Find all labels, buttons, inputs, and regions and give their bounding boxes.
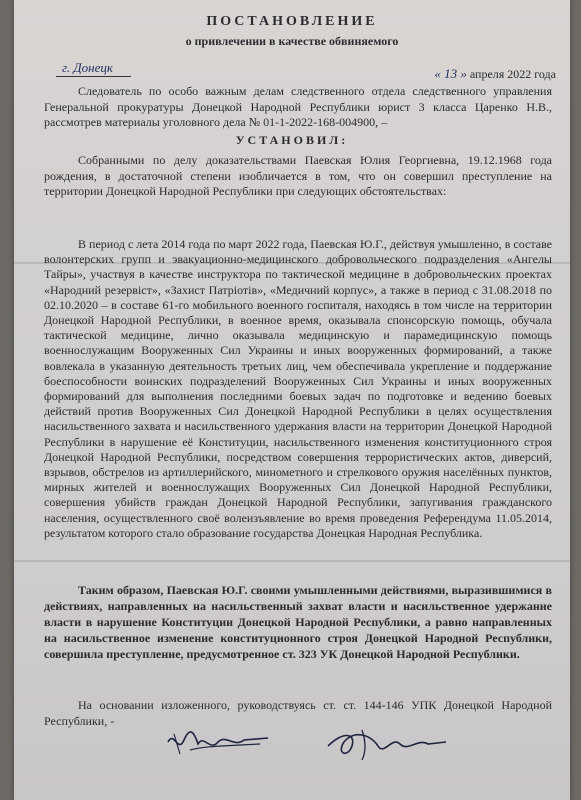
document-title: ПОСТАНОВЛЕНИЕ bbox=[206, 14, 378, 29]
date-month-year: апреля 2022 года bbox=[469, 67, 556, 81]
paragraph-accused: Собранными по делу доказательствами Паевская Юлия Георгиевна, 19.12.1968 года рождения, в достаточной степени изобличается в том, что он совершил преступление на территории Донецкой Народной Республики при следующих обстоятельствах: bbox=[44, 153, 552, 198]
document-sheet bbox=[14, 0, 570, 800]
city-field: г. Донецк bbox=[56, 60, 131, 77]
paragraph-conclusion: Таким образом, Паевская Ю.Г. своими умышленными действиями, выразившимися в действиях, направленных на насильственный захват власти и насильственное удержание власти в нарушение Конституции Донецкой Народной Республики, а равно направленных на насильственное изменение конституционного строя Донецкой Народной Республики, совершила преступление, предусмотренное ст. 323 УК Донецкой Народной Республики. bbox=[44, 583, 552, 661]
signature-icon bbox=[322, 724, 452, 764]
intro-paragraph: Следователь по особо важным делам следственного отдела следственного управления Генеральной прокуратуры Донецкой Народной Республики юрист 3 класса Царенко Н.В., рассмотрев материалы уголовного дела № 01-1-2022-168-004900, – bbox=[44, 84, 552, 129]
date-day: « 13 » bbox=[434, 66, 467, 81]
section-title: УСТАНОВИЛ: bbox=[235, 133, 349, 147]
paper-fold-line bbox=[14, 560, 570, 562]
document-subtitle: о привлечении в качестве обвиняемого bbox=[185, 34, 399, 48]
paragraph-circumstances: В период с лета 2014 года по март 2022 года, Паевская Ю.Г., действуя умышленно, в составе волонтерских групп и эвакуационно-медицинского добровольческого подразделения «Ангелы Тайры», участвуя в качестве инструктора по тактической медицине в добровольческих проектах «Народний резервіст», «Захист Патріотів», «Медичний корпус», а также в период с 31.08.2018 по 02.10.2020 – в составе 61-го мобильного военного госпиталя, находясь в том числе на территории Донецкой Народной Республики, в военное время, оказывала спонсорскую помощь, обучала тактической медицине, лично оказывала медицинскую и парамедицинскую помощь военнослужащим Вооруженных Сил Украины и иных вооруженных формирований, а также вовлекала в указанную деятельность третьих лиц, чем обеспечивала укрепление и поддержание боеспособности воинских подразделений Вооруженных Сил Украины и иных вооруженных формирований для выполнения последними боевых задач по подготовке и ведению боевых действий против Вооруженных Сил Донецкой Народной Республики в целях осуществления насильственного захвата и насильственного удержания власти на территории Донецкой Народной Республики в нарушение её Конституции, насильственного изменения конституционного строя Донецкой Народной Республики, посредством совершения террористических актов, диверсий, взрывов, обстрелов из артиллерийского, минометного и стрелкового оружия населённых пунктов, мирных жителей и военнослужащих Вооруженных Сил Донецкой Народной Республики, совершения убийств граждан Донецкой Народной Республики, запугивания гражданского населения, осуществленного своё волеизъявление во время проведения Референдума 11.05.2014, результатом которого стало образование государства Донецкая Народная Республика. bbox=[44, 237, 552, 540]
signature-icon bbox=[164, 724, 274, 760]
paragraph-basis: На основании изложенного, руководствуясь ст. ст. 144-146 УПК Донецкой Народной Республики, - bbox=[44, 698, 552, 728]
document-date bbox=[434, 66, 556, 82]
